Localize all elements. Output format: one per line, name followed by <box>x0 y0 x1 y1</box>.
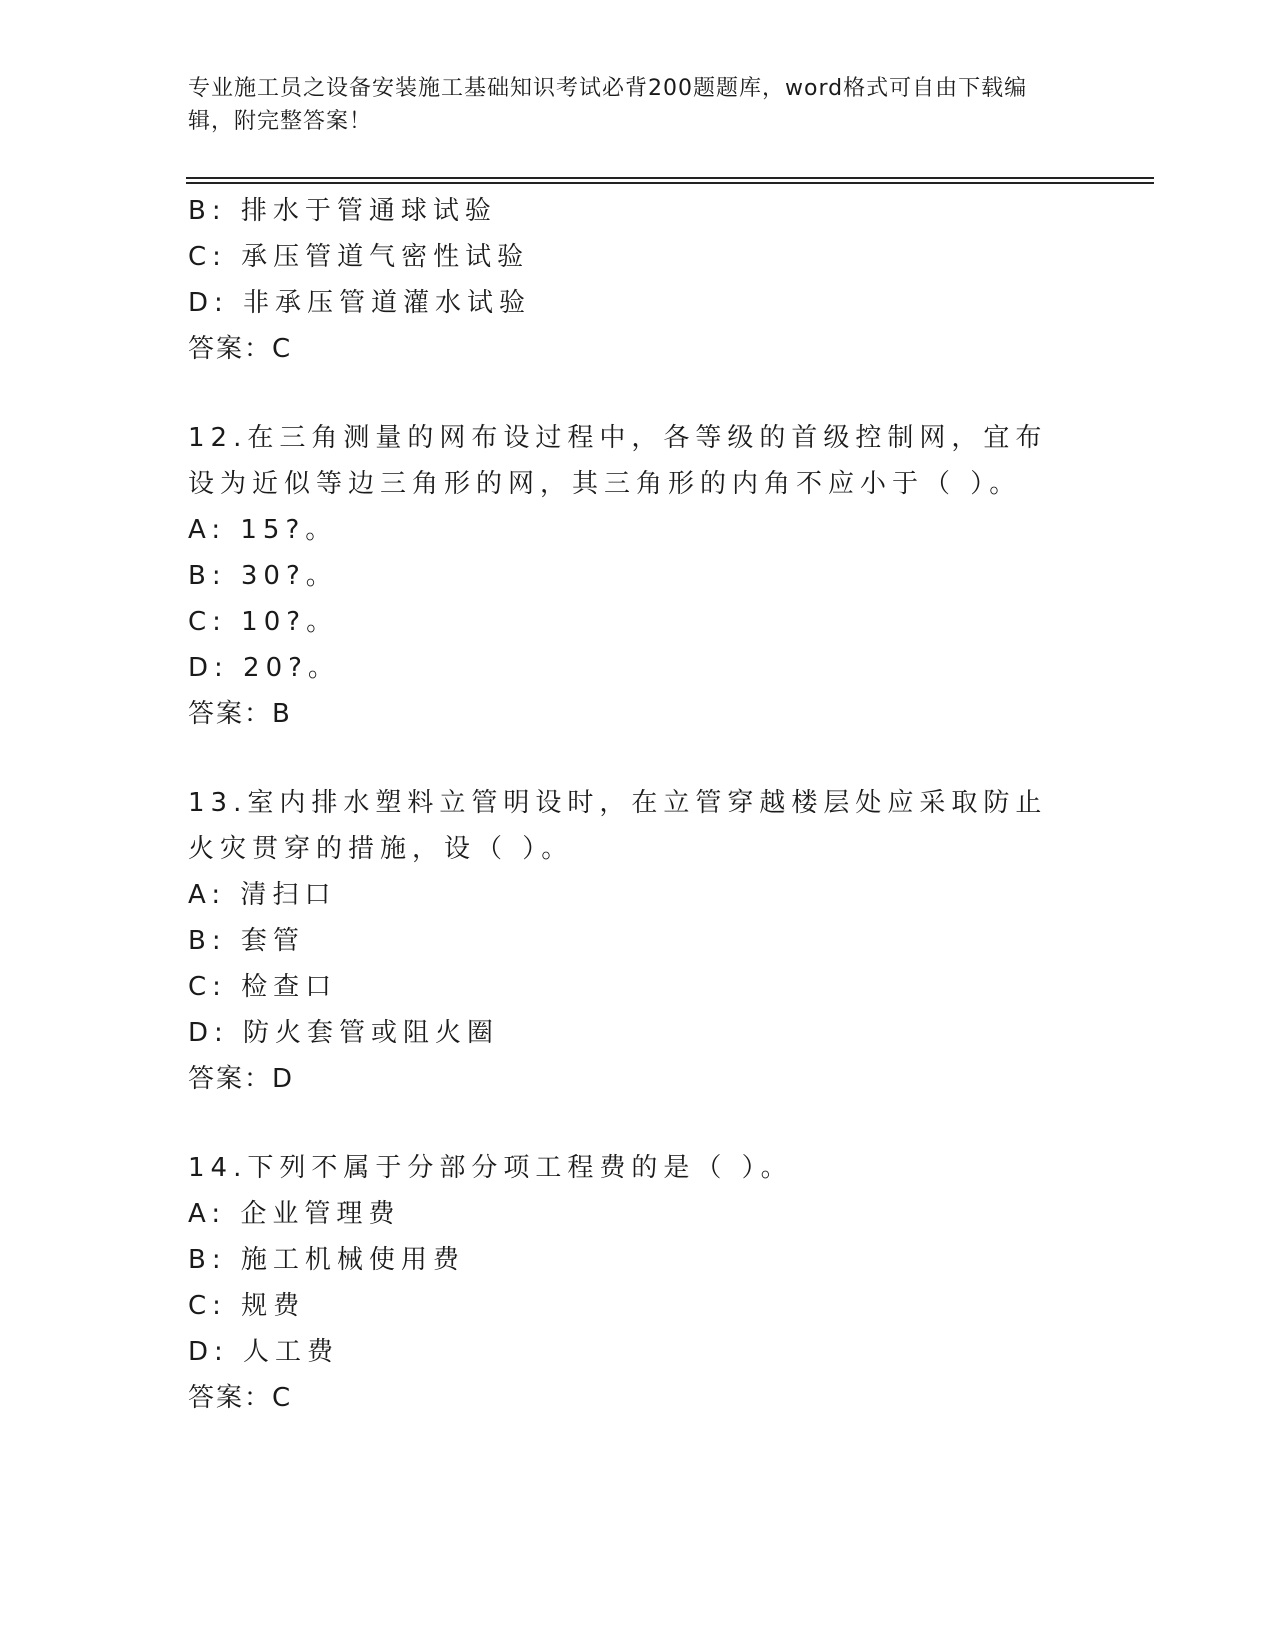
option-a: A: 15?。 <box>188 515 338 545</box>
question-block-14 <box>188 1145 1088 1421</box>
option-b: B: 套管 <box>188 926 305 956</box>
header-divider-top <box>186 177 1154 179</box>
option-c: C: 检查口 <box>188 972 338 1002</box>
answer-line: 答案：D <box>188 1064 295 1094</box>
answer-line: 答案：C <box>188 334 293 364</box>
option-c: C: 10?。 <box>188 607 339 637</box>
question-stem: 14.下列不属于分部分项工程费的是（ ）。 <box>188 1153 793 1183</box>
option-b: B: 排水于管通球试验 <box>188 196 497 226</box>
document-header: 专业施工员之设备安装施工基础知识考试必背200题题库，word格式可自由下载编辑，附完整答案！ <box>188 76 1028 134</box>
question-stem: 13.室内排水塑料立管明设时，在立管穿越楼层处应采取防止火灾贯穿的措施，设（ ）。 <box>188 788 1048 864</box>
question-list <box>188 188 1088 1421</box>
spacer <box>188 737 1088 780</box>
option-d: D: 人工费 <box>188 1337 340 1367</box>
option-c: C: 规费 <box>188 1291 306 1321</box>
option-a: A: 企业管理费 <box>188 1199 401 1229</box>
option-c: C: 承压管道气密性试验 <box>188 242 530 272</box>
option-d: D: 防火套管或阻火圈 <box>188 1018 500 1048</box>
option-a: A: 清扫口 <box>188 880 337 910</box>
spacer <box>188 372 1088 415</box>
question-block-13 <box>188 780 1088 1102</box>
answer-line: 答案：C <box>188 1383 293 1413</box>
answer-line: 答案：B <box>188 699 292 729</box>
option-d: D: 20?。 <box>188 653 340 683</box>
option-b: B: 30?。 <box>188 561 338 591</box>
question-block-12 <box>188 415 1088 737</box>
spacer <box>188 1102 1088 1145</box>
prev-question-block <box>188 188 1088 372</box>
option-b: B: 施工机械使用费 <box>188 1245 465 1275</box>
option-d: D: 非承压管道灌水试验 <box>188 288 532 318</box>
question-stem: 12.在三角测量的网布设过程中，各等级的首级控制网，宜布设为近似等边三角形的网，其三角形的内角不应小于（ ）。 <box>188 423 1048 499</box>
header-divider-bottom <box>186 182 1154 184</box>
